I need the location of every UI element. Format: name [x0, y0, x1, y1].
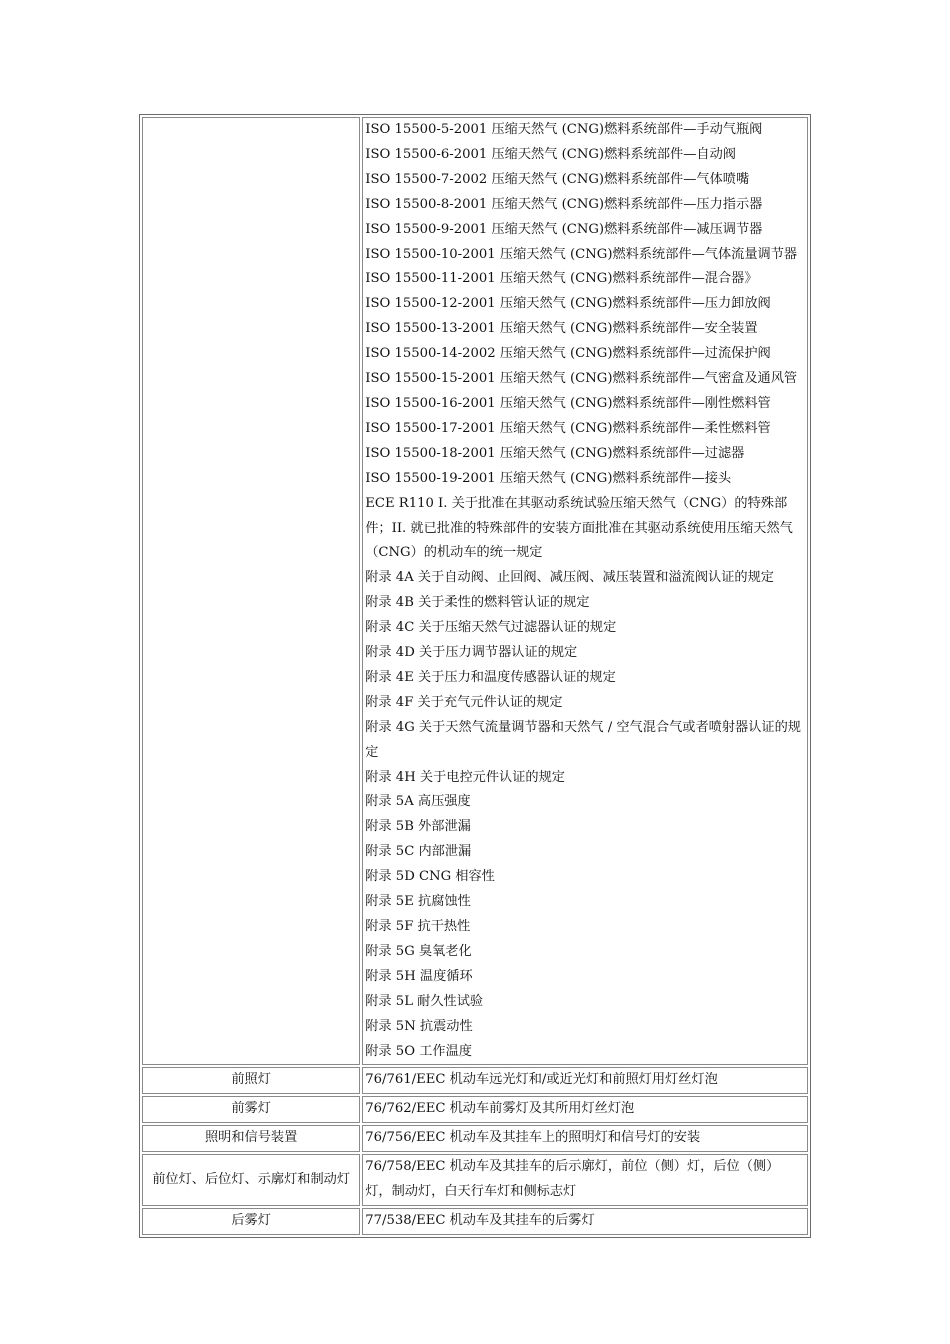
category-cell: 照明和信号装置 [142, 1125, 360, 1152]
spec-line: ISO 15500-5-2001 压缩天然气 (CNG)燃料系统部件—手动气瓶阀 [365, 122, 763, 137]
annex-line: 附录 5A 高压强度 [365, 794, 471, 810]
spec-line: ISO 15500-14-2002 压缩天然气 (CNG)燃料系统部件—过流保护阀 [365, 346, 771, 362]
spec-line: ISO 15500-11-2001 压缩天然气 (CNG)燃料系统部件—混合器》 [365, 271, 758, 287]
ece-r110-paragraph: ECE R110 I. 关于批准在其驱动系统试验压缩天然气（CNG）的特殊部件；II. 就已批准的特殊部件的安装方面批准在其驱动系统使用压缩天然气（CNG）的机动车的统一规定 [365, 495, 793, 561]
spec-line: ISO 15500-19-2001 压缩天然气 (CNG)燃料系统部件—接头 [365, 470, 732, 486]
category-cell: 前雾灯 [142, 1096, 360, 1123]
spec-line: ISO 15500-6-2001 压缩天然气 (CNG)燃料系统部件—自动阀 [365, 146, 736, 162]
spec-cell: 76/758/EEC 机动车及其挂车的后示廓灯，前位（侧）灯，后位（侧）灯，制动灯，白天行车灯和侧标志灯 [362, 1154, 808, 1206]
category-cell: 后雾灯 [142, 1208, 360, 1235]
annex-line: 附录 4A 关于自动阀、止回阀、减压阀、减压装置和溢流阀认证的规定 [365, 570, 774, 586]
annex-line: 附录 5F 抗干热性 [365, 919, 471, 934]
annex-line: 附录 5O 工作温度 [365, 1043, 472, 1059]
spec-line: ISO 15500-8-2001 压缩天然气 (CNG)燃料系统部件—压力指示器 [365, 196, 763, 212]
spec-line: ISO 15500-10-2001 压缩天然气 (CNG)燃料系统部件—气体流量调节器 [365, 246, 798, 262]
spec-cell: 76/756/EEC 机动车及其挂车上的照明灯和信号灯的安装 [362, 1125, 808, 1152]
annex-line: 附录 5N 抗震动性 [365, 1018, 473, 1034]
category-cell: 前位灯、后位灯、示廓灯和制动灯 [142, 1154, 360, 1206]
spec-cell: 76/762/EEC 机动车前雾灯及其所用灯丝灯泡 [362, 1096, 808, 1123]
annex-line: 附录 5D CNG 相容性 [365, 869, 495, 885]
table-row [142, 1208, 808, 1235]
annex-line: 附录 4C 关于压缩天然气过滤器认证的规定 [365, 620, 617, 636]
annex-line: 附录 4D 关于压力调节器认证的规定 [365, 645, 578, 661]
annex-line: 附录 5E 抗腐蚀性 [365, 894, 471, 910]
table-row [142, 1125, 808, 1152]
annex-4g-paragraph: 附录 4G 关于天然气流量调节器和天然气 / 空气混合气或者喷射器认证的规定 [365, 719, 801, 760]
spec-line: ISO 15500-12-2001 压缩天然气 (CNG)燃料系统部件—压力卸放阀 [365, 296, 771, 312]
table-row [142, 1096, 808, 1123]
category-cell: 前照灯 [142, 1067, 360, 1094]
spec-line: ISO 15500-7-2002 压缩天然气 (CNG)燃料系统部件—气体喷嘴 [365, 171, 750, 187]
category-cell [142, 117, 360, 1065]
table-row [142, 1154, 808, 1206]
annex-line: 附录 5C 内部泄漏 [365, 844, 472, 860]
annex-line: 附录 5B 外部泄漏 [365, 819, 471, 835]
spec-line: ISO 15500-9-2001 压缩天然气 (CNG)燃料系统部件—减压调节器 [365, 221, 763, 237]
spec-line: ISO 15500-16-2001 压缩天然气 (CNG)燃料系统部件—刚性燃料管 [365, 395, 771, 411]
spec-cell [362, 117, 808, 1065]
annex-line: 附录 5G 臭氧老化 [365, 943, 472, 959]
annex-line: 附录 5H 温度循环 [365, 968, 473, 984]
table-row [142, 1067, 808, 1094]
standards-table [139, 114, 811, 1238]
annex-line: 附录 4H 关于电控元件认证的规定 [365, 769, 565, 785]
spec-line: ISO 15500-18-2001 压缩天然气 (CNG)燃料系统部件—过滤器 [365, 445, 745, 461]
annex-line: 附录 4F 关于充气元件认证的规定 [365, 694, 563, 710]
spec-line: ISO 15500-13-2001 压缩天然气 (CNG)燃料系统部件—安全装置 [365, 321, 758, 337]
spec-line: ISO 15500-15-2001 压缩天然气 (CNG)燃料系统部件—气密盒及通风管 [365, 371, 798, 387]
annex-line: 附录 4B 关于柔性的燃料管认证的规定 [365, 595, 590, 611]
spec-cell: 76/761/EEC 机动车远光灯和/或近光灯和前照灯用灯丝灯泡 [362, 1067, 808, 1094]
spec-cell: 77/538/EEC 机动车及其挂车的后雾灯 [362, 1208, 808, 1235]
annex-line: 附录 5L 耐久性试验 [365, 993, 484, 1009]
annex-line: 附录 4E 关于压力和温度传感器认证的规定 [365, 669, 616, 685]
table-row [142, 117, 808, 1065]
spec-line: ISO 15500-17-2001 压缩天然气 (CNG)燃料系统部件—柔性燃料管 [365, 420, 771, 436]
